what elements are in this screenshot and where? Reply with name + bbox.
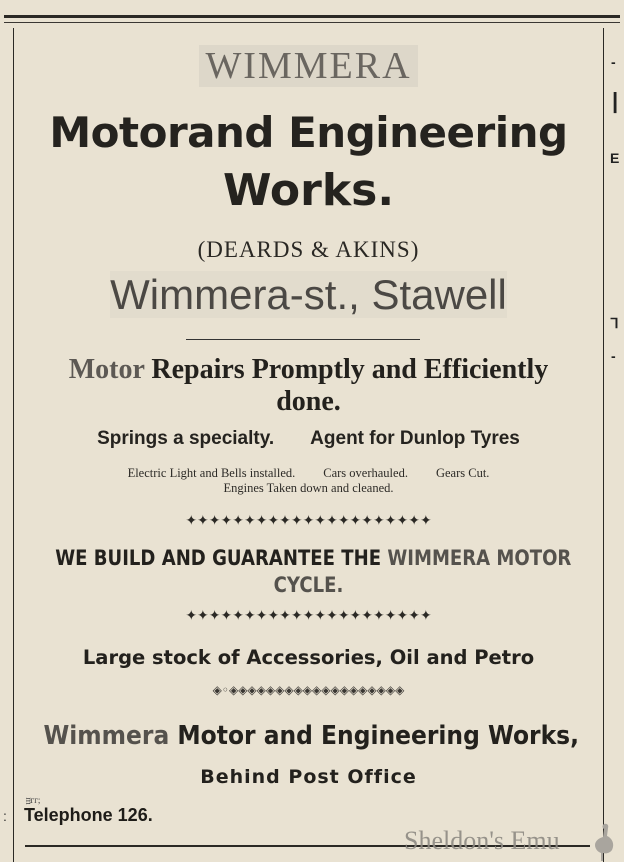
footer-name-dark: Motor and Engineering Works, (169, 721, 579, 751)
address-text: Wimmera-st., Stawell (110, 271, 507, 318)
repairs-lead: Motor (68, 354, 145, 385)
emu-icon (590, 822, 616, 862)
repairs-line1 (14, 354, 603, 386)
service-item: Cars overhauled. (323, 466, 408, 480)
repairs-line2: done. (276, 386, 341, 417)
address-line (14, 271, 603, 319)
title-wimmera-text: WIMMERA (199, 45, 417, 87)
ornament-row: ◈◦◈◈◈◈◈◈◈◈◈◈◈◈◈◈◈◈◈◈◈ (212, 683, 405, 697)
print-marks: ᴟᴦᴦ; (26, 795, 41, 805)
column-border-right (603, 28, 604, 862)
service-item: Electric Light and Bells installed. (127, 466, 296, 480)
guarantee-brand: WIMMERA MOTOR (387, 546, 572, 570)
ornament-row: ✦✦✦✦✦✦✦✦✦✦✦✦✦✦✦✦✦✦✦✦✦ (185, 513, 432, 529)
specialty-left: Springs a specialty. (97, 428, 275, 449)
location-line: Behind Post Office (200, 766, 417, 788)
services-line2: Engines Taken down and cleaned. (223, 481, 394, 495)
adjacent-column-fragment: | (612, 88, 619, 113)
headline-line2: Works. (222, 165, 395, 216)
guarantee-line2: CYCLE. (273, 573, 344, 597)
watermark-text: Sheldon's Emu (404, 826, 560, 855)
specialty-right: Agent for Dunlop Tyres (310, 428, 520, 449)
services-block (14, 466, 603, 496)
owners-line: (DEARDS & AKINS) (197, 237, 420, 262)
adjacent-column-fragment: : (3, 808, 7, 824)
telephone-line: Telephone 126. (24, 805, 153, 825)
top-rule-thick (4, 15, 620, 18)
repairs-rest: Repairs Promptly and Efficiently (144, 354, 549, 385)
divider (186, 339, 420, 340)
stock-line: Large stock of Accessories, Oil and Petro (82, 646, 535, 669)
service-item: Gears Cut. (435, 466, 490, 480)
ornament-row: ✦✦✦✦✦✦✦✦✦✦✦✦✦✦✦✦✦✦✦✦✦ (185, 608, 432, 624)
adjacent-column-fragment: ᒣ (610, 315, 619, 331)
footer-business-name (43, 721, 579, 751)
adjacent-column-fragment: - (611, 54, 616, 70)
headline-line1: Motorand Engineering (49, 108, 568, 157)
specialty-line (14, 428, 603, 450)
guarantee-text: WE BUILD AND GUARANTEE THE (55, 546, 388, 570)
guarantee-line1 (55, 545, 572, 572)
guarantee-block (55, 545, 572, 599)
footer-name-grey: Wimmera (43, 721, 170, 751)
services-line1 (14, 466, 603, 481)
repairs-block (14, 354, 603, 418)
adjacent-column-fragment: - (611, 348, 616, 364)
title-wimmera (14, 44, 603, 88)
adjacent-column-fragment: E (610, 150, 620, 166)
top-rule-thin (4, 22, 620, 23)
